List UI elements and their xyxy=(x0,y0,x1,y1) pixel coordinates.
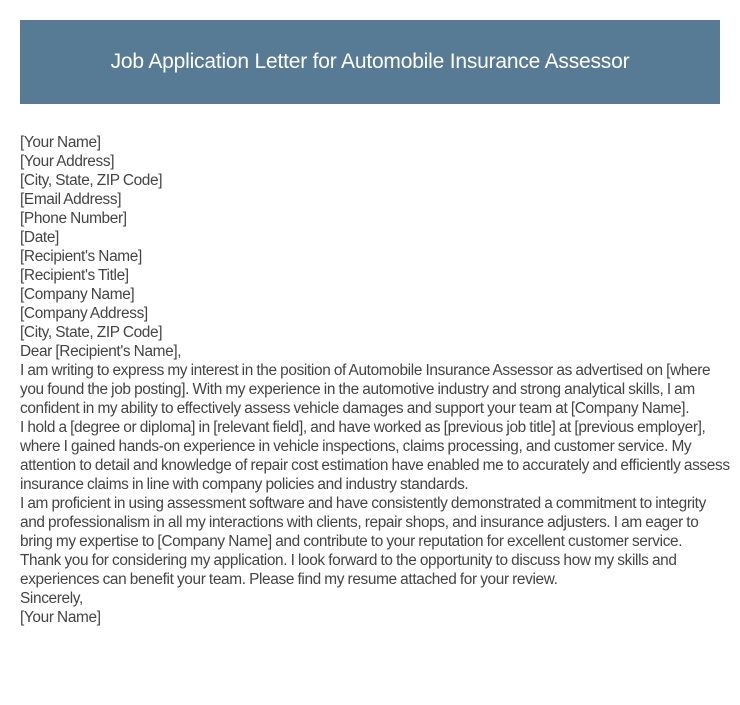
sender-name: [Your Name] xyxy=(20,134,101,151)
page-header xyxy=(20,20,720,104)
closing: Sincerely, xyxy=(20,590,83,607)
recipient-block xyxy=(20,247,732,342)
letter-body xyxy=(20,133,732,627)
page-title: Job Application Letter for Automobile Insurance Assessor xyxy=(110,50,630,73)
sender-address: [Your Address] xyxy=(20,153,115,170)
recipient-company: [Company Name] xyxy=(20,286,135,303)
recipient-city-state-zip: [City, State, ZIP Code] xyxy=(20,324,163,341)
letter-date: [Date] xyxy=(20,229,59,246)
paragraph-intro: I am writing to express my interest in the position of Automobile Insurance Assessor as advertised on [where you found the job posting]. With my experience in the automotive industry and strong analytical skills, I am confident in my ability to effectively assess vehicle damages and support your team at [Company Name]. xyxy=(20,362,711,417)
paragraph-closing: Thank you for considering my application. I look forward to the opportunity to discuss how my skills and experiences can benefit your team. Please find my resume attached for your review. xyxy=(20,552,677,588)
recipient-title: [Recipient's Title] xyxy=(20,267,129,284)
sender-block xyxy=(20,133,732,247)
recipient-name: [Recipient's Name] xyxy=(20,248,142,265)
sender-phone: [Phone Number] xyxy=(20,210,127,227)
salutation: Dear [Recipient's Name], xyxy=(20,343,182,360)
sender-city-state-zip: [City, State, ZIP Code] xyxy=(20,172,163,189)
sender-email: [Email Address] xyxy=(20,191,122,208)
paragraph-skills: I am proficient in using assessment software and have consistently demonstrated a commitment to integrity and professionalism in all my interactions with clients, repair shops, and insurance adjusters. I am eager to bring my expertise to [Company Name] and contribute to your reputation for excellent customer service. xyxy=(20,495,706,550)
recipient-company-address: [Company Address] xyxy=(20,305,148,322)
paragraph-experience: I hold a [degree or diploma] in [relevant field], and have worked as [previous job title] at [previous employer], where I gained hands-on experience in vehicle inspections, claims processing, and customer service. My attention to detail and knowledge of repair cost estimation have enabled me to accurately and efficiently assess insurance claims in line with company policies and industry standards. xyxy=(20,419,730,493)
signature: [Your Name] xyxy=(20,609,101,626)
